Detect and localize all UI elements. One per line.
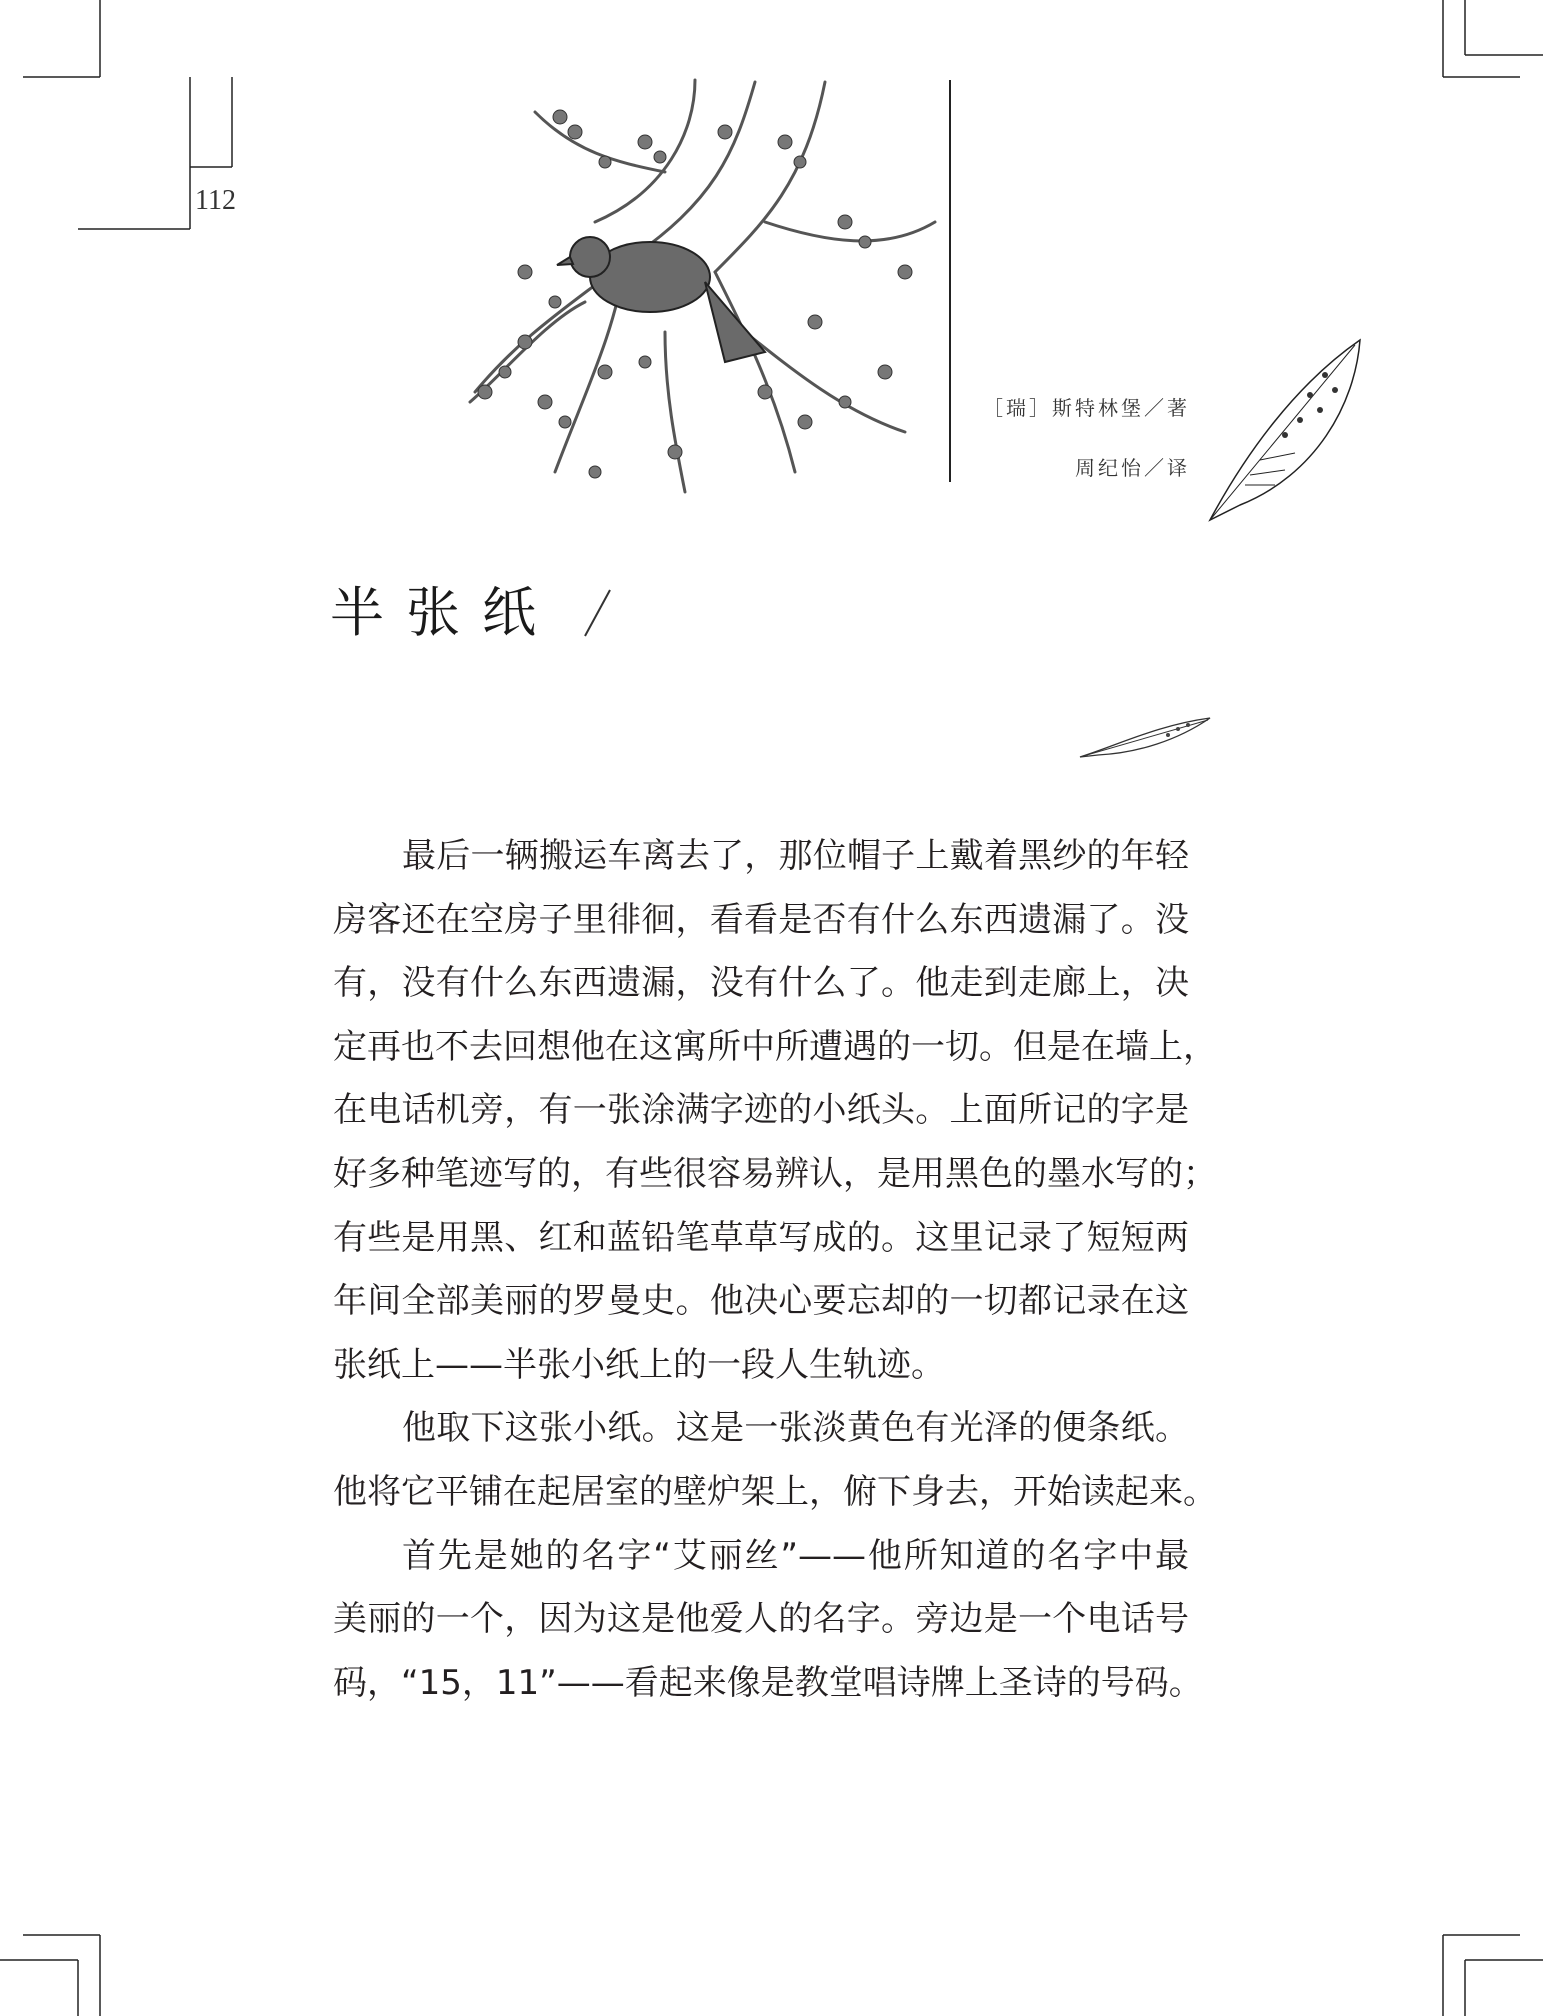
translator-credit: 周纪怡／译 — [1075, 456, 1190, 480]
text-line: 最后一辆搬运车离去了，那位帽子上戴着黑纱的年轻 — [402, 836, 1189, 876]
article-title: 半张纸 — [330, 581, 558, 644]
text-line: 在电话机旁，有一张涂满字迹的小纸头。上面所记的字是 — [333, 1090, 1189, 1131]
title-slash-decoration — [582, 588, 612, 638]
divider-line — [949, 80, 951, 482]
page-number: 112 — [195, 185, 236, 216]
text-line: 他将它平铺在起居室的壁炉架上，俯下身去，开始读起来。 — [333, 1471, 1217, 1512]
text-line: 他取下这张小纸。这是一张淡黄色有光泽的便条纸。 — [402, 1408, 1189, 1449]
feather-small-icon — [1078, 715, 1213, 760]
paragraph-2 — [333, 1397, 1217, 1524]
bird-on-branch-illustration — [465, 72, 955, 512]
text-line: 房客还在空房子里徘徊，看看是否有什么东西遗漏了。没 — [333, 899, 1189, 940]
text-line: 好多种笔迹写的，有些很容易辨认，是用黑色的墨水写的； — [333, 1153, 1217, 1194]
text-line: 码，“15，11”——看起来像是教堂唱诗牌上圣诗的号码。 — [333, 1662, 1203, 1703]
text-line: 年间全部美丽的罗曼史。他决心要忘却的一切都记录在这 — [333, 1281, 1189, 1322]
bird — [557, 237, 765, 362]
text-line: 张纸上——半张小纸上的一段人生轨迹。 — [333, 1344, 945, 1385]
paragraph-1 — [333, 825, 1217, 1397]
paragraph-3 — [333, 1525, 1203, 1716]
author-credit: ［瑞］斯特林堡／著 — [983, 396, 1190, 420]
text-line: 有些是用黑、红和蓝铅笔草草写成的。这里记录了短短两 — [333, 1217, 1189, 1258]
text-line: 美丽的一个，因为这是他爱人的名字。旁边是一个电话号 — [333, 1599, 1189, 1640]
text-line: 有，没有什么东西遗漏，没有什么了。他走到走廊上，决 — [333, 963, 1189, 1004]
article-body — [333, 825, 1217, 1715]
text-line: 首先是她的名字“艾丽丝”——他所知道的名字中最 — [402, 1535, 1189, 1576]
text-line: 定再也不去回想他在这寓所中所遭遇的一切。但是在墙上， — [333, 1026, 1217, 1067]
feather-icon — [1205, 335, 1365, 525]
